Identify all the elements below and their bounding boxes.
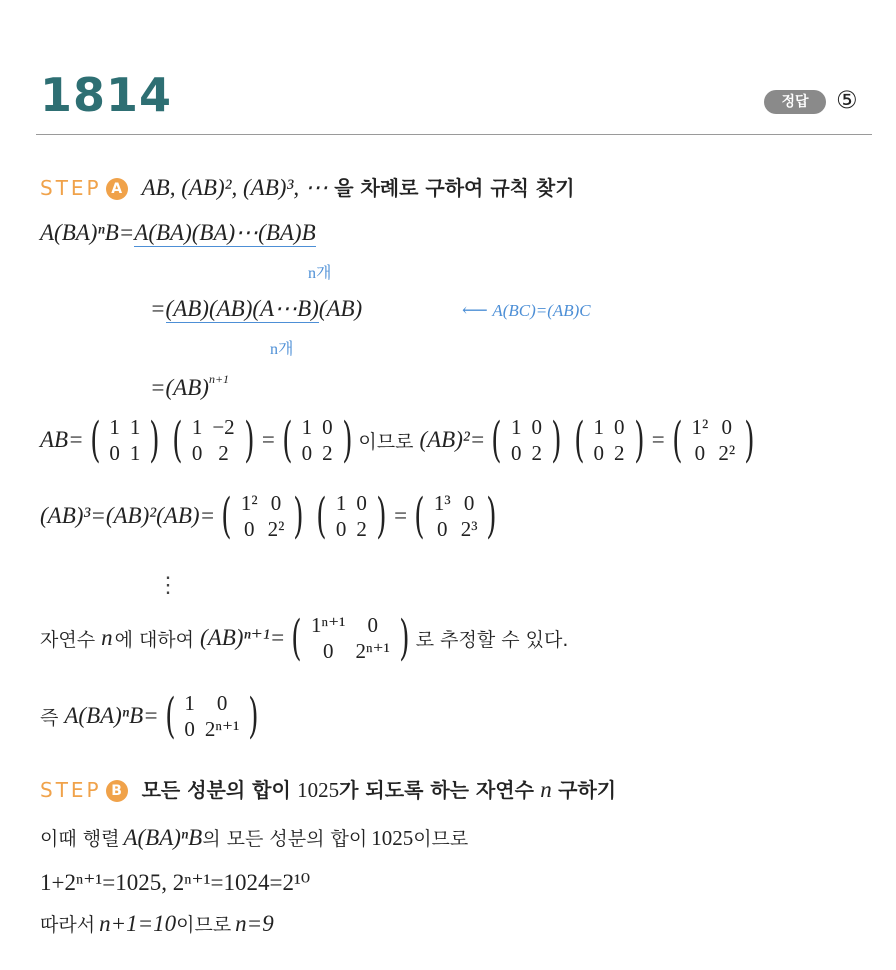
eq-line-1-rhs: A(BA)(BA)⋯(BA)B <box>134 220 316 245</box>
eq-line-1 <box>40 220 316 246</box>
step-b-var: n <box>540 777 552 802</box>
step-b-tag: STEP <box>40 778 102 802</box>
eq-line-10-math2: n=9 <box>235 911 274 936</box>
matrix-final: ( 1 0 0 2ⁿ⁺¹ ) <box>164 688 259 744</box>
connector-text: 이므로 <box>358 430 414 453</box>
step-b-letter: B <box>106 780 128 802</box>
step-b-title-c: 구하기 <box>558 778 617 802</box>
matrix-ab2-result: ( 1² 0 0 2² ) <box>671 412 755 468</box>
step-a-heading <box>40 172 575 201</box>
eq-line-3 <box>150 372 229 401</box>
eq-line-10 <box>40 910 274 937</box>
eq-line-6 <box>40 612 568 664</box>
eq-line-6-var: n <box>101 625 113 650</box>
vertical-ellipsis: ⋮ <box>157 572 179 597</box>
eq-line-8-b: 의 모든 성분의 합이 <box>202 828 368 850</box>
eq-line-1-lhs: A(BA)ⁿB= <box>40 220 135 245</box>
step-b-title-a: 모든 성분의 합이 <box>141 778 291 802</box>
eq-line-3-exp: n+1 <box>208 372 230 386</box>
step-b-heading <box>40 774 616 803</box>
eq-line-8-c: 이므로 <box>413 828 469 850</box>
eq-line-4-lhs: AB= <box>40 427 84 452</box>
matrix-ab3-a: ( 1² 0 0 2² ) <box>221 488 304 544</box>
eq-line-8-num: 1025 <box>371 826 414 850</box>
associative-note <box>462 300 591 321</box>
step-a-math: AB, (AB)², (AB)³, ⋯ <box>141 175 328 200</box>
brace-label-2: n개 <box>270 341 294 358</box>
step-a-tag: STEP <box>40 176 102 200</box>
matrix-ab2-a: ( 1 0 0 2 ) <box>491 412 562 468</box>
matrix-ab-a: ( 1 1 0 1 ) <box>89 412 160 468</box>
header-divider <box>36 134 872 135</box>
answer-value: ⑤ <box>836 86 858 114</box>
matrix-ab3-result: ( 1³ 0 0 2³ ) <box>414 488 498 544</box>
brace-label-1: n개 <box>308 265 332 282</box>
eq-line-8 <box>40 824 468 851</box>
step-b-num: 1025 <box>297 778 340 802</box>
eq-line-10-b: 이므로 <box>176 914 232 936</box>
matrix-ab2-b: ( 1 0 0 2 ) <box>573 412 645 468</box>
eq-line-7-prefix: 즉 <box>40 706 59 729</box>
eq-line-5: (AB)³=(AB)²(AB)= ( 1² 0 0 2² ) ( 1 0 0 2 ) = ( 1³ 0 0 2³ ) <box>40 490 503 542</box>
step-b-title-b: 가 되도록 하는 자연수 <box>339 778 534 802</box>
eq-line-8-a: 이때 행렬 <box>40 828 120 850</box>
eq-line-6-prefix: 자연수 <box>40 628 96 651</box>
eq-line-2-eq: = <box>150 296 166 321</box>
matrix-ab-b: ( 1 −2 0 2 ) <box>172 412 255 468</box>
eq-line-3-text: =(AB) <box>150 375 209 400</box>
matrix-general: ( 1ⁿ⁺¹ 0 0 2ⁿ⁺¹ ) <box>291 610 410 666</box>
eq-line-4: AB= ( 1 1 0 1 ) ( 1 −2 0 2 ) = ( 1 0 0 2 ) 이므로 (AB)²= ( 1 0 0 2 ) ( 1 0 0 2 ) = ( 1² 0 0 2² ) <box>40 414 761 466</box>
eq-line-10-a: 따라서 <box>40 914 96 936</box>
eq-line-6-mid: 에 대하여 <box>114 628 195 651</box>
matrix-ab3-b: ( 1 0 0 2 ) <box>316 488 387 544</box>
step-a-letter: A <box>106 178 128 200</box>
step-a-title: 을 차례로 구하여 규칙 찾기 <box>334 176 575 200</box>
eq-line-4-lhs2: (AB)²= <box>419 427 486 452</box>
eq-line-7 <box>40 690 265 742</box>
eq-line-6-suffix: 로 추정할 수 있다. <box>415 628 569 651</box>
matrix-ab-result: ( 1 0 0 2 ) <box>282 412 353 468</box>
eq-line-2-under: (AB)(AB)(A⋯B) <box>165 296 319 321</box>
eq-line-2-rest: (AB) <box>318 296 363 321</box>
associative-note-text: A(BC)=(AB)C <box>492 301 591 320</box>
answer-badge: 정답 <box>764 90 826 114</box>
arrow-left-icon: ⟵ <box>462 300 488 320</box>
eq-line-6-lhs: (AB)ⁿ⁺¹= <box>200 625 286 650</box>
problem-number: 1814 <box>40 68 173 122</box>
eq-line-10-math: n+1=10 <box>99 911 177 936</box>
eq-line-2 <box>150 296 362 322</box>
eq-line-7-lhs: A(BA)ⁿB= <box>64 703 159 728</box>
eq-line-8-math: A(BA)ⁿB <box>123 825 203 850</box>
eq-line-9: 1+2ⁿ⁺¹=1025, 2ⁿ⁺¹=1024=2¹⁰ <box>40 870 311 895</box>
eq-line-5-lhs: (AB)³=(AB)²(AB)= <box>40 503 216 528</box>
